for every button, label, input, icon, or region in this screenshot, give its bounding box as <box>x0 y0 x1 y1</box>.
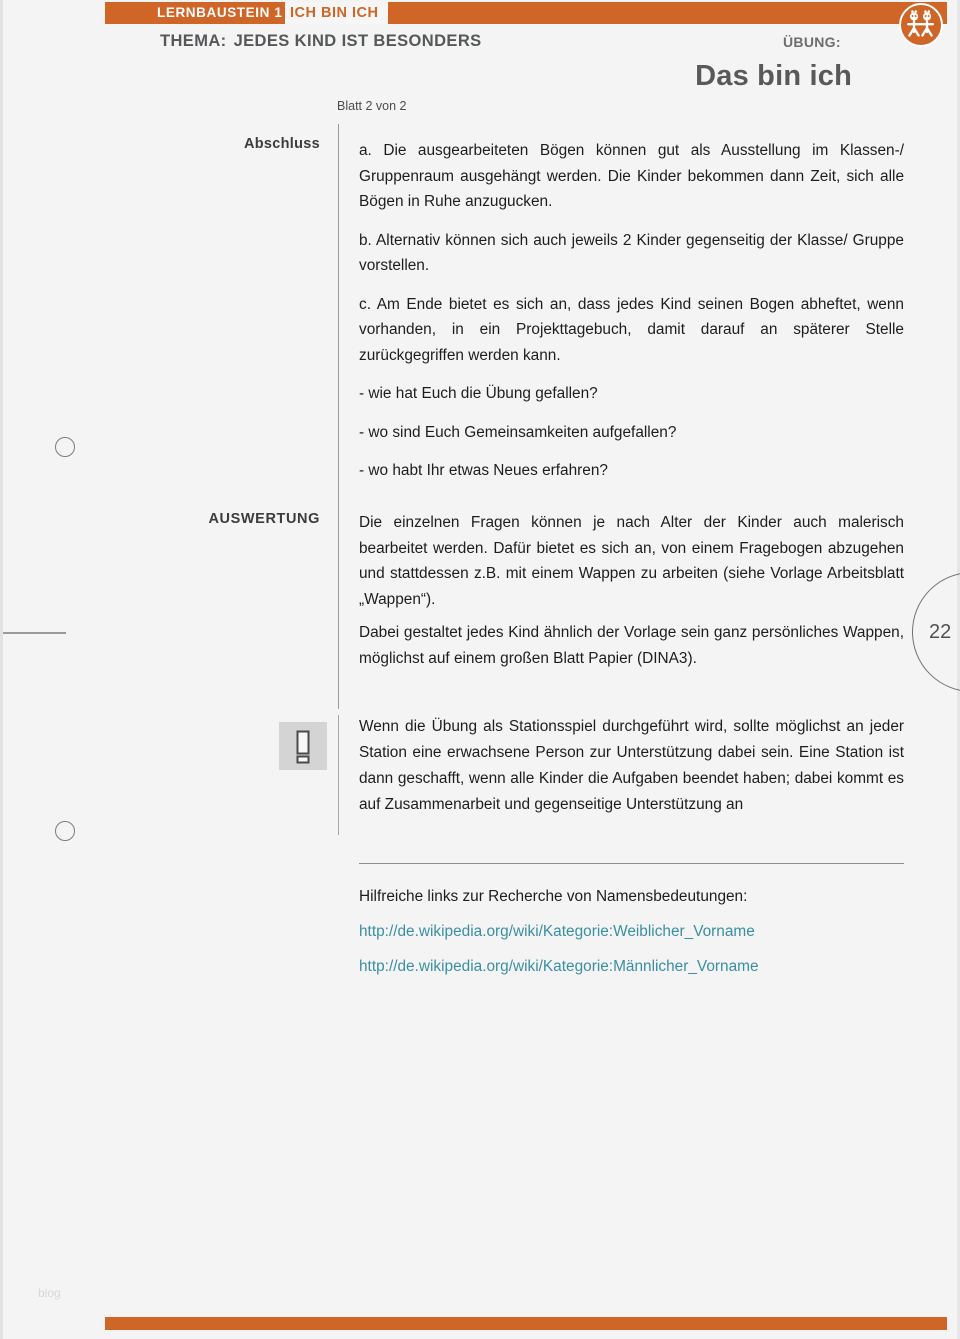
section-label-abschluss: Abschluss <box>243 136 320 152</box>
link-maennlicher-vorname[interactable]: http://de.wikipedia.org/wiki/Kategorie:Männlicher_Vorname <box>359 958 759 975</box>
question-item: - wie hat Euch die Übung gefallen? <box>359 385 598 402</box>
bottom-orange-bar <box>105 1317 947 1330</box>
section-label-auswertung: AUSWERTUNG <box>208 511 320 527</box>
thema-value: JEDES KIND IST BESONDERS <box>233 32 482 50</box>
exclamation-mark-icon <box>279 722 327 770</box>
module-title: ICH BIN ICH <box>285 2 388 24</box>
paragraph: Die einzelnen Fragen können je nach Alter der Kinder auch malerisch bearbeitet werden. Dafür bietet es sich an, von einem Fragebogen abzugehen und stattdessen z.B. mit einem Wappen zu arbeiten (siehe Vorlage Arbeitsblatt „Wappen“). <box>359 514 904 608</box>
paragraph: a. Die ausgearbeiteten Bögen können gut als Ausstellung im Klassen-/ Gruppenraum ausgehängt werden. Die Kinder bekommen dann Zeit, sich alle Bögen in Ruhe anzugucken. <box>359 142 904 210</box>
abschluss-content <box>359 138 904 497</box>
question-item: - wo habt Ihr etwas Neues erfahren? <box>359 462 608 479</box>
section-rule <box>359 863 904 864</box>
note-text: Wenn die Übung als Stationsspiel durchgeführt wird, sollte möglichst an jeder Station eine erwachsene Person zur Unterstützung dabei sein. Eine Station ist dann geschafft, wenn alle Kinder die Aufgaben beendet haben; dabei kommt es auf Zusammenarbeit und gegenseitige Unterstützung an <box>359 718 904 813</box>
paragraph: c. Am Ende bietet es sich an, dass jedes Kind seinen Bogen abheftet, wenn vorhanden, in ein Projekttagebuch, damit darauf an späterer Stelle zurückgegriffen werden kann. <box>359 295 904 364</box>
paragraph: b. Alternativ können sich auch jeweils 2 Kinder gegenseitig der Klasse/ Gruppe vorstellen. <box>359 231 904 274</box>
auswertung-content <box>359 510 904 612</box>
lernbaustein-number: 1 <box>274 5 283 20</box>
paragraph: Dabei gestaltet jedes Kind ähnlich der Vorlage sein ganz persönliches Wappen, möglichst auf einem großen Blatt Papier (DINA3). <box>359 624 904 667</box>
question-item: - wo sind Euch Gemeinsamkeiten aufgefallen? <box>359 423 677 441</box>
page-number: 22 <box>929 621 952 643</box>
page-title: Das bin ich <box>695 60 852 92</box>
hole-punch-mark <box>55 821 75 841</box>
uebung-label: ÜBUNG: <box>783 34 841 50</box>
fold-mark <box>3 632 66 634</box>
lernbaustein-tag <box>105 2 291 24</box>
auswertung-content-second <box>359 620 904 671</box>
thema-line <box>160 32 482 51</box>
link-weiblicher-vorname[interactable]: http://de.wikipedia.org/wiki/Kategorie:Weiblicher_Vorname <box>359 923 755 940</box>
watermark: blog <box>38 1286 61 1300</box>
page-left-edge <box>0 0 3 1339</box>
hole-punch-mark <box>55 437 75 457</box>
two-children-logo <box>899 3 943 47</box>
lernbaustein-label: LERNBAUSTEIN <box>157 5 270 20</box>
note-divider <box>338 715 339 835</box>
sheet-info: Blatt 2 von 2 <box>337 99 407 113</box>
thema-label: THEMA: <box>160 32 227 50</box>
links-intro: Hilfreiche links zur Recherche von Namensbedeutungen: <box>359 888 748 905</box>
content-divider <box>338 124 339 709</box>
